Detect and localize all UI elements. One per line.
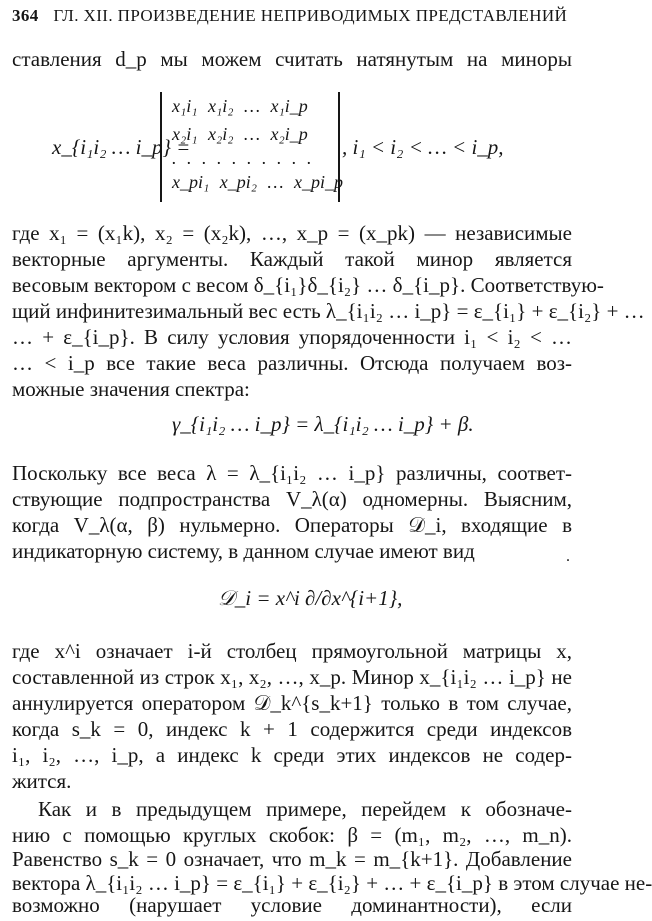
running-header	[12, 6, 572, 28]
minor-formula-lhs: x_{i₁i₂ … i_p} =	[52, 135, 191, 159]
text-line: когда s_k = 0, индекс k + 1 содержится среди индексов	[12, 717, 572, 741]
matrix-row: x₂i₁ x₂i₂ … x₂i_p	[172, 124, 308, 144]
text-line: ствующие подпространства V_λ(α) одномерны. Выясним,	[12, 487, 572, 511]
operator-formula: 𝒟_i = x^i ∂/∂x^{i+1},	[218, 586, 403, 610]
text-line: когда V_λ(α, β) нульмерно. Операторы 𝒟_i, входящие в	[12, 513, 572, 537]
text-line: i₁, i₂, …, i_p, а индекс k среди этих индексов не содер-	[12, 743, 572, 767]
text-line: весовым вектором с весом δ_{i₁}δ_{i₂} … δ_{i_p}. Соответствую-	[12, 273, 604, 297]
text-line: Поскольку все веса λ = λ_{i₁i₂ … i_p} различны, соответ-	[12, 461, 572, 485]
chapter-title: ГЛ. XII. ПРОИЗВЕДЕНИЕ НЕПРИВОДИМЫХ ПРЕДСТАВЛЕНИЙ	[53, 6, 568, 25]
text-line: Как и в предыдущем примере, перейдем к обозначе-	[38, 797, 572, 821]
matrix-row: . . . . . . . . . .	[172, 148, 312, 168]
text-line: аннулируется оператором 𝒟_k^{s_k+1} только в том случае,	[12, 691, 572, 715]
text-line: можные значения спектра:	[12, 377, 250, 401]
matrix-row: x₁i₁ x₁i₂ … x₁i_p	[172, 96, 308, 116]
text-line: где x₁ = (x₁k), x₂ = (x₂k), …, x_p = (x_pk) — независимые	[12, 221, 572, 245]
text-line: индикаторную систему, в данном случае имеют вид	[12, 539, 475, 563]
text-line: вектора λ_{i₁i₂ … i_p} = ε_{i₁} + ε_{i₂} + … + ε_{i_p} в этом случае не-	[12, 871, 652, 895]
spectrum-formula: γ_{i₁i₂ … i_p} = λ_{i₁i₂ … i_p} + β.	[172, 412, 474, 436]
text-line: составленной из строк x₁, x₂, …, x_p. Минор x_{i₁i₂ … i_p} не	[12, 665, 572, 689]
matrix-row: x_pi₁ x_pi₂ … x_pi_p	[172, 172, 343, 192]
text-line: … + ε_{i_p}. В силу условия упорядоченности i₁ < i₂ < …	[12, 325, 572, 349]
text-line: Равенство s_k = 0 означает, что m_k = m_{k+1}. Добавление	[12, 847, 572, 871]
text-line: щий инфинитезимальный вес есть λ_{i₁i₂ … i_p} = ε_{i₁} + ε_{i₂} + …	[12, 299, 645, 323]
margin-dot: .	[566, 548, 570, 565]
page-number: 364	[12, 6, 39, 25]
text-line: возможно (нарушает условие доминантности), если	[12, 893, 572, 917]
text-line: где x^i означает i-й столбец прямоугольной матрицы x,	[12, 639, 572, 663]
text-line: нию с помощью круглых скобок: β = (m₁, m₂, …, m_n).	[12, 823, 572, 847]
minor-formula-rhs: , i₁ < i₂ < … < i_p,	[342, 135, 504, 159]
minor-matrix	[160, 92, 343, 202]
text-line: векторные аргументы. Каждый такой минор является	[12, 247, 572, 271]
text-line: жится.	[12, 769, 72, 793]
text-line: … < i_p все такие веса различны. Отсюда получаем воз-	[12, 351, 572, 375]
text-line: ставления d_p мы можем считать натянутым на миноры	[12, 47, 572, 71]
